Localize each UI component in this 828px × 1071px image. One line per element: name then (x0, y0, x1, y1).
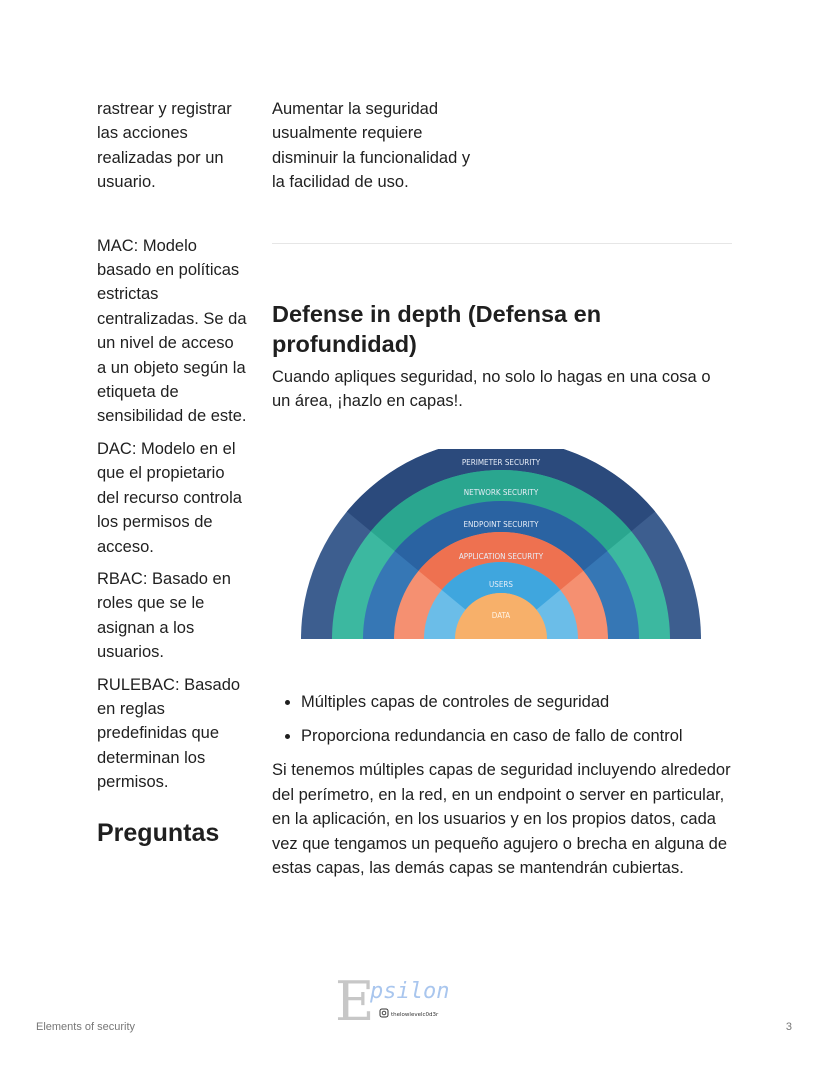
list-item: • Proporciona redundancia en caso de fallo de control (301, 724, 732, 748)
closing-paragraph: Si tenemos múltiples capas de seguridad incluyendo alrededor del perímetro, en la red, en un endpoint o server en particular, en la aplicación, en los usuarios y en los propios datos, cada vez que tengamos un pequeño agujero o brecha en alguna de estas capas, las demás capas se mantendrán cubiertas. (272, 761, 731, 878)
dac-definition: DAC: Modelo en el que el propietario del recurso controla los permisos de acceso. (97, 439, 242, 556)
layer-label-5: DATA (491, 611, 511, 621)
list-item: • Múltiples capas de controles de seguridad (301, 690, 732, 714)
layer-label-1: NETWORK SECURITY (463, 488, 539, 498)
layer-label-4: USERS (489, 580, 513, 590)
layer-label-3: APPLICATION SECURITY (458, 552, 544, 562)
layer-label-0: PERIMETER SECURITY (461, 458, 541, 468)
footer-document-title: Elements of security (36, 1021, 136, 1033)
bullet-list (272, 690, 732, 748)
section-divider (272, 243, 732, 244)
right-column (272, 97, 732, 880)
section-heading: Defense in depth (Defensa en profundidad) (272, 300, 602, 357)
security-callout: Aumentar la seguridad usualmente requiere disminuir la funcionalidad y la facilidad de uso. (272, 100, 471, 192)
rulebac-definition: RULEBAC: Basado en reglas predefinidas que determinan los permisos. (97, 675, 241, 792)
section-intro: Cuando apliques seguridad, no solo lo hagas en una cosa o un área, ¡hazlo en capas!. (272, 367, 711, 411)
instagram-icon (380, 1009, 388, 1017)
epsilon-logo (333, 970, 449, 1026)
logo-letter: E (335, 970, 375, 1026)
logo-word: psilon (370, 979, 449, 1004)
left-column (97, 97, 247, 849)
footer-page-number: 3 (785, 1021, 792, 1033)
questions-heading: Preguntas (97, 818, 220, 847)
left-paragraph-tracking: rastrear y registrar las acciones realizadas por un usuario. (97, 100, 232, 192)
logo-handle: thelowlevelc0d3r (391, 1012, 439, 1018)
defense-in-depth-diagram (300, 449, 702, 645)
layer-label-2: ENDPOINT SECURITY (463, 520, 539, 530)
mac-definition: MAC: Modelo basado en políticas estrictas centralizadas. Se da un nivel de acceso a un objeto según la etiqueta de sensibilidad de este. (97, 236, 247, 426)
rbac-definition: RBAC: Basado en roles que se le asignan a los usuarios. (97, 569, 231, 662)
